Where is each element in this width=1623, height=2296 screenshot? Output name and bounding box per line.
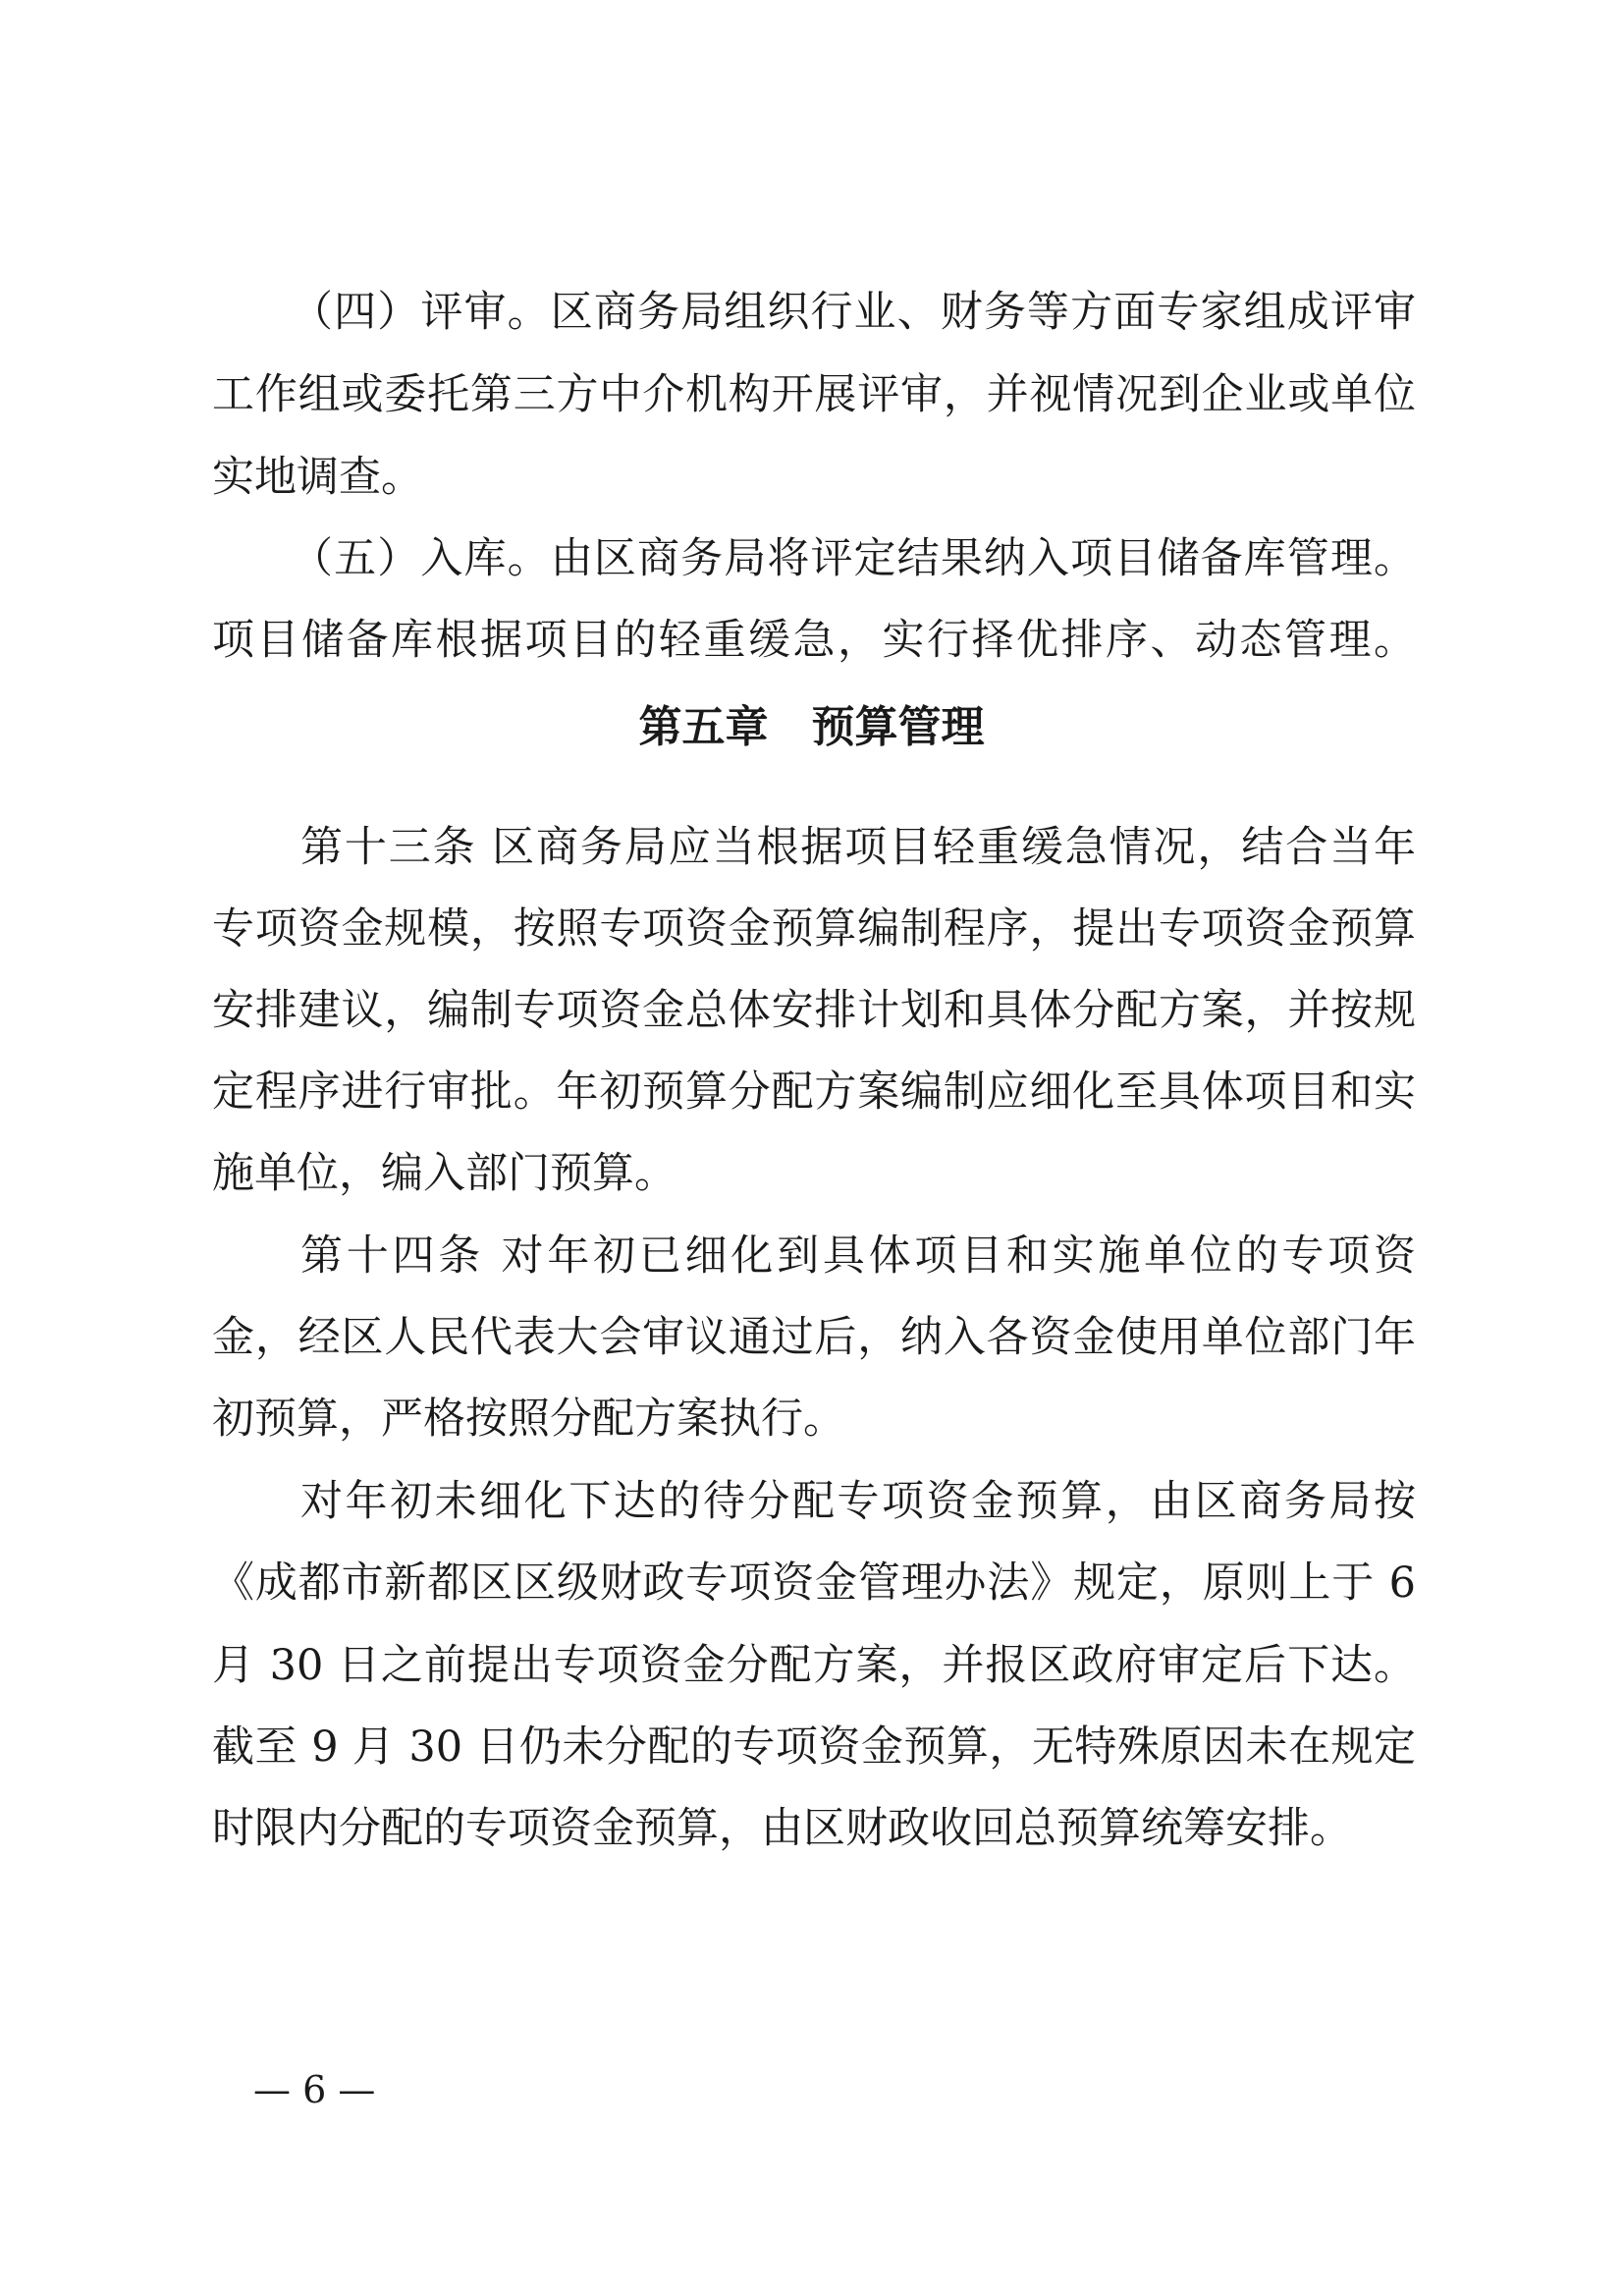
paragraph-storage-line-2: 项目储备库根据项目的轻重缓急，实行择优排序、动态管理。 <box>212 616 1416 665</box>
paragraph-review-line-3: 实地调查。 <box>212 453 423 502</box>
chapter-heading: 第五章 预算管理 <box>638 702 985 752</box>
article-13-line-1: 第十三条 区商务局应当根据项目轻重缓急情况，结合当年 <box>300 823 1416 872</box>
article-13-line-5: 施单位，编入部门预算。 <box>212 1149 676 1198</box>
article-14-line-3: 初预算，严格按照分配方案执行。 <box>212 1394 845 1444</box>
article-14-cont-line-5: 时限内分配的专项资金预算，由区财政收回总预算统筹安排。 <box>212 1804 1352 1853</box>
page-number: — 6 — <box>253 2068 376 2111</box>
article-13-line-4: 定程序进行审批。年初预算分配方案编制应细化至具体项目和实 <box>212 1067 1416 1117</box>
article-14-line-1: 第十四条 对年初已细化到具体项目和实施单位的专项资 <box>300 1231 1416 1281</box>
paragraph-review-line-2: 工作组或委托第三方中介机构开展评审，并视情况到企业或单位 <box>212 370 1416 419</box>
article-13-line-3: 安排建议，编制专项资金总体安排计划和具体分配方案，并按规 <box>212 986 1416 1035</box>
article-13-line-2: 专项资金规模，按照专项资金预算编制程序，提出专项资金预算 <box>212 904 1416 954</box>
article-14-cont-line-2: 《成都市新都区区级财政专项资金管理办法》规定，原则上于 6 <box>212 1558 1416 1608</box>
article-14-cont-line-1: 对年初未细化下达的待分配专项资金预算，由区商务局按 <box>300 1477 1416 1526</box>
paragraph-storage-line-1: （五）入库。由区商务局将评定结果纳入项目储备库管理。 <box>291 534 1416 583</box>
article-14-cont-line-4: 截至 9 月 30 日仍未分配的专项资金预算，无特殊原因未在规定 <box>212 1722 1416 1772</box>
paragraph-review-line-1: （四）评审。区商务局组织行业、财务等方面专家组成评审 <box>291 288 1416 337</box>
article-14-cont-line-3: 月 30 日之前提出专项资金分配方案，并报区政府审定后下达。 <box>212 1641 1416 1690</box>
article-14-line-2: 金，经区人民代表大会审议通过后，纳入各资金使用单位部门年 <box>212 1313 1416 1362</box>
